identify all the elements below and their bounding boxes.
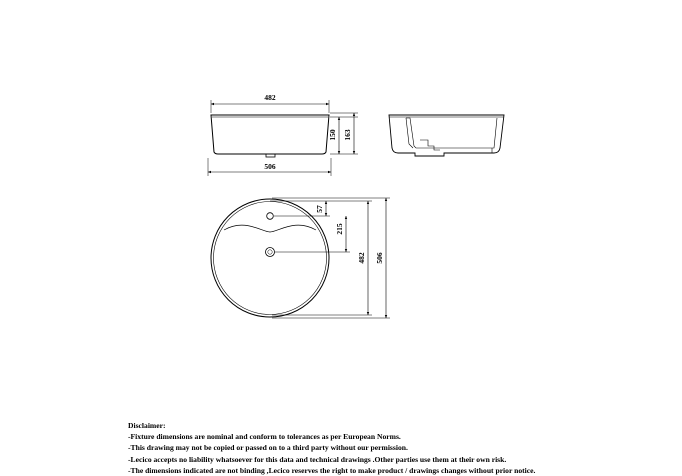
- dim-height-inner: 150: [328, 129, 337, 141]
- top-view-bowl-edge: [224, 225, 316, 232]
- top-view-inner-circle: [214, 202, 327, 315]
- drain-hole: [266, 248, 275, 257]
- dim-inner-diameter: 482: [357, 252, 366, 264]
- disclaimer-line: -This drawing may not be copied or passed on to a third party without our permission.: [128, 443, 408, 453]
- dim-bottom-width: 506: [264, 162, 276, 171]
- dim-top-width: 482: [264, 93, 276, 102]
- top-view-outer-circle: [211, 199, 329, 317]
- dim-drain-offset: 215: [335, 223, 344, 235]
- disclaimer-line: -The dimensions indicated are not binding ,Lecico reserves the right to make product / drawings changes without prior notice.: [128, 465, 536, 475]
- disclaimer-block: [128, 420, 678, 476]
- disclaimer-line: -Fixture dimensions are nominal and conform to tolerances as per European Norms.: [128, 432, 401, 442]
- disclaimer-line: -Lecico accepts no liability whatsoever for this data and technical drawings .Other parties use them at their own risk.: [128, 454, 507, 464]
- dim-tap-offset: 57: [315, 205, 324, 213]
- dim-outer-diameter: 506: [375, 252, 384, 264]
- front-view-basin-outline: [211, 115, 329, 154]
- tap-hole: [267, 213, 274, 220]
- disclaimer-title: Disclaimer:: [128, 421, 166, 430]
- dim-height-outer: 163: [343, 129, 352, 141]
- side-view-inner-bowl: [406, 118, 497, 148]
- side-view: [389, 115, 504, 156]
